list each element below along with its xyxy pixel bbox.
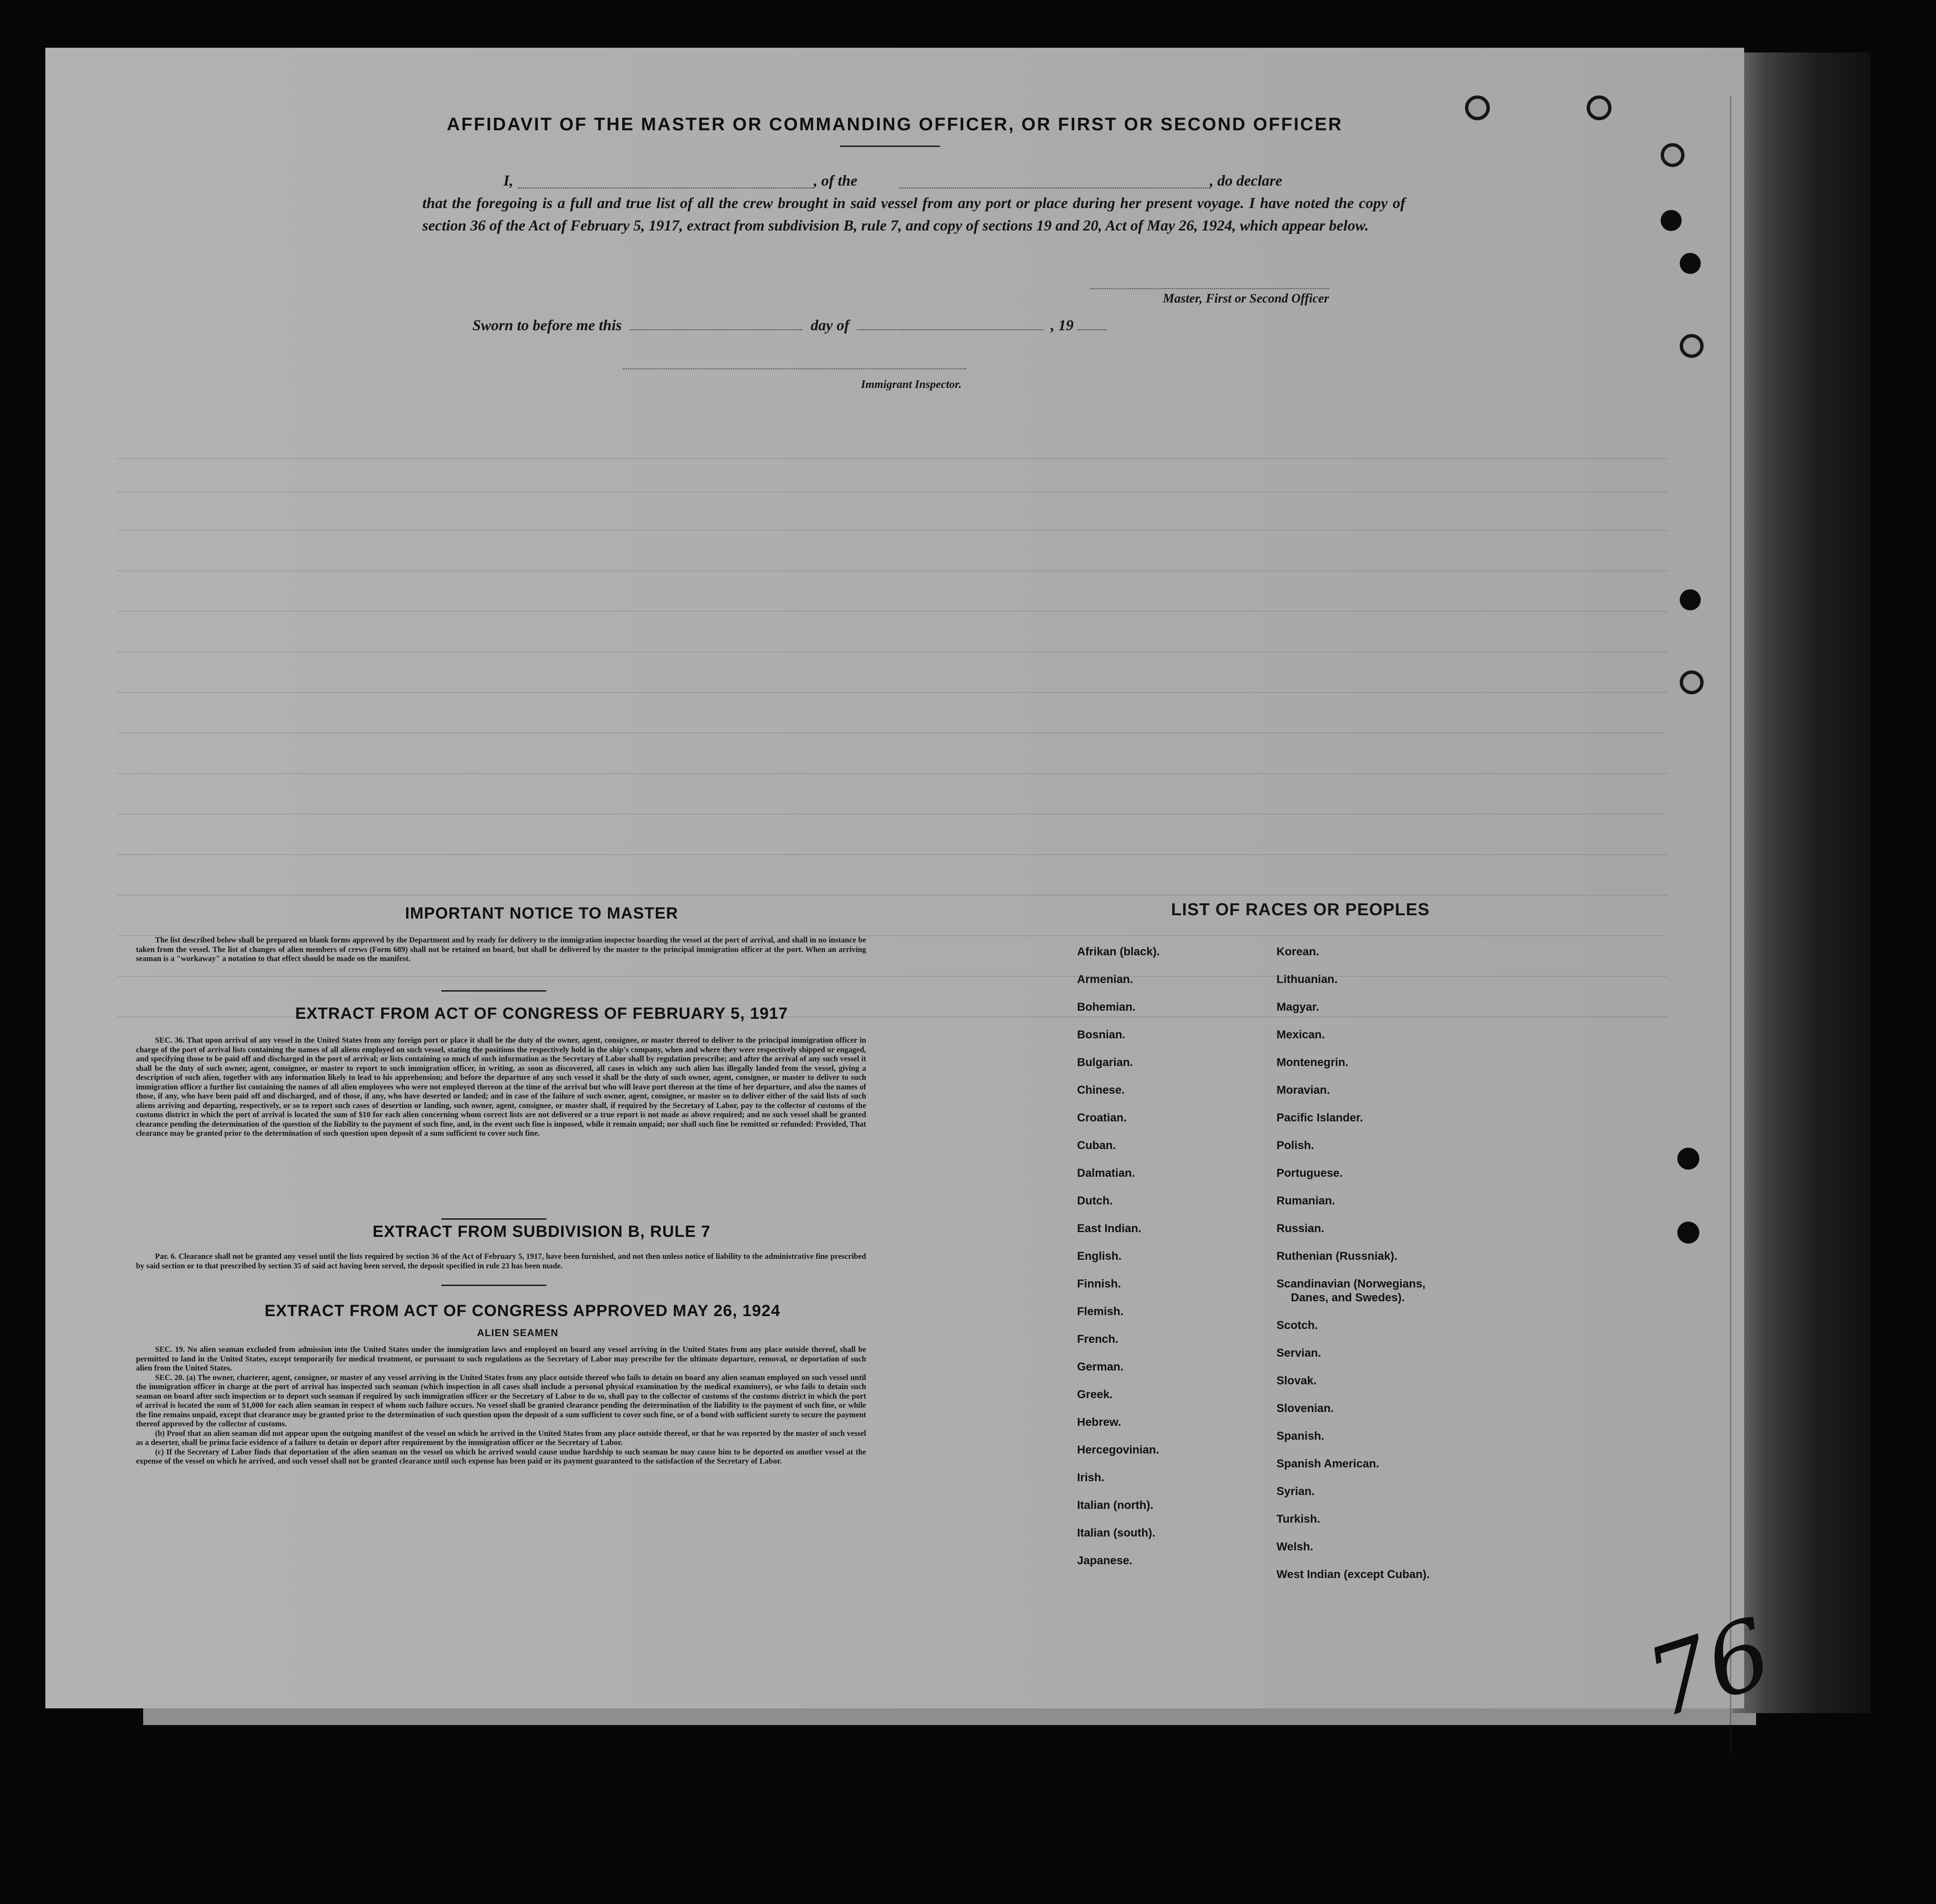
race-item: Hebrew. [1077,1416,1121,1429]
bleed-through-rule [117,895,1668,896]
section-divider [441,1285,546,1286]
sworn-label: Sworn to before me this [472,316,622,334]
par-6-paragraph: Par. 6. Clearance shall not be granted any vessel until the lists required by section 36 of the Act of February 5, 1917, have been furnished, and not then unless notice of liability to the administrative fine prescribed by said section or to that prescribed by section 35 of said act having been served, the deposit specified in rule 23 has been made. [136,1252,866,1270]
race-item: Polish. [1277,1139,1314,1152]
extract-1917-heading: EXTRACT FROM ACT OF CONGRESS OF FEBRUARY 5, 1917 [295,1004,788,1023]
race-item: Pacific Islander. [1277,1111,1363,1124]
race-item: Japanese. [1077,1554,1133,1567]
affidavit-declaration-line [422,169,1405,192]
bleed-through-rule [117,651,1668,652]
sec-19-paragraph: SEC. 19. No alien seaman excluded from admission into the United States under the immigration laws and employed on board any vessel arriving in the United States from any place outside thereof, shall be permitted to land in the United States, except temporarily for medical treatment, or pursuant to such regulations as the Secretary of Labor may prescribe for the ultimate departure, removal, or deportation of such alien from the United States. [136,1345,866,1372]
race-item: Hercegovinian. [1077,1444,1160,1456]
affidavit-of-the: , of the [814,172,858,189]
bleed-through-rule [117,976,1668,977]
binder-hole [1661,210,1682,231]
bleed-through-rule [117,692,1668,693]
race-item: Irish. [1077,1471,1105,1484]
affidavit-paragraph: that the foregoing is a full and true list of all the crew brought in said vessel from any port or place during her present voyage. I have noted the copy of section 36 of the Act of February 5, 1917, extract from subdivision B, rule 7, and copy of sections 19 and 20, Act of May 26, 1924, which appear below. [422,194,1405,234]
bleed-through-rule [117,570,1668,571]
race-item: Ruthenian (Russniak). [1277,1250,1398,1263]
sworn-line [472,315,1236,334]
binder-hole [1677,1222,1699,1244]
sec-20a-paragraph: SEC. 20. (a) The owner, charterer, agent, consignee, or master of any vessel arriving in the United States from any place outside thereof who fails to detain on board any alien seaman employed on such vessel until the immigration officer in charge at the port of arrival has inspected such seaman (which inspection in all cases shall include a personal physical examination by the medical examiners), or who fails to detain such seaman on board after such inspection or to deport such seaman if required by such immigration officer or the Secretary of Labor to do so, shall pay to the collector of customs of the customs district in which the port of arrival is located the sum of $1,000 for each alien seaman in respect of whom such failure occurs. No vessel shall be granted clearance pending the determination of the liability to the payment of such fine, or while the fine remains unpaid, except that clearance may be granted prior to the determination of such question upon the deposit of a sum sufficient to cover such fine, or of a bond with sufficient surety to secure the payment thereof approved by the collector of customs. [136,1372,866,1428]
notice-paragraph: The list described below shall be prepared on blank forms approved by the Department and by ready for delivery to the immigration inspector boarding the vessel at the port of arrival, and shall in no instance be taken from the vessel. The list of changes of alien members of crews (Form 689) shall not be retained on board, but shall be delivered by the master to the principal immigration officer at the port. When an arriving seaman is a "workaway" a notation to that effect should be made on the manifest. [136,935,866,963]
document-page [45,48,1785,1740]
master-signature-line [1090,288,1329,289]
race-item: Chinese. [1077,1084,1125,1097]
race-item-continuation: Danes, and Swedes). [1291,1291,1405,1304]
extract-1917-text [136,1036,866,1138]
races-heading: LIST OF RACES OR PEOPLES [1171,900,1430,919]
inspector-signature-line [623,368,966,369]
race-item: English. [1077,1250,1122,1263]
race-item: West Indian (except Cuban). [1277,1568,1430,1581]
binder-hole [1465,95,1490,120]
year-label: , 19 [1050,316,1074,334]
race-item: Moravian. [1277,1084,1330,1097]
affidavit-do-declare: , do declare [1210,172,1282,189]
vessel-name-blank [900,173,1210,188]
race-item: Syrian. [1277,1485,1315,1498]
race-item: Cuban. [1077,1139,1116,1152]
alien-seamen-subheading: ALIEN SEAMEN [477,1328,559,1339]
affidavit-body [422,169,1405,237]
race-item: Turkish. [1277,1513,1320,1526]
race-item: Korean. [1277,945,1319,958]
bleed-through-rule [117,773,1668,774]
section-divider [441,990,546,992]
binder-hole [1680,334,1704,358]
race-item: Dutch. [1077,1194,1113,1207]
race-item: Lithuanian. [1277,973,1338,986]
race-item: Magyar. [1277,1001,1319,1014]
sec-36-paragraph: SEC. 36. That upon arrival of any vessel in the United States from any foreign port or place it shall be the duty of the owner, agent, consignee, or master thereof to deliver to the principal immigration officer in charge of the port of arrival lists containing the names of all aliens employed on such vessel, stating the positions the respectively hold in the ship's company, when and where they were respectively shipped or engaged, and specifying those to be paid off and discharged in the port of arrival; or lists containing so much of such information as the Secretary of Labor shall by regulation prescribe; and after the arrival of any such vessel it shall be the duty of such owner, agent, consignee, or master to report to such immigration officer, in writing, as soon as discovered, all cases in which any such alien has illegally landed from the vessel, giving a description of such alien, together with any information likely to lead to his apprehension; and before the departure of any such vessel it shall be the duty of such owner, agent, consignee, or master to deliver to such immigration officer a further list containing the names of all alien employees who were not employed thereon at the time of the arrival but who will leave port thereon at the time of her departure, and also the names of those, if any, who have been paid off and discharged, and of those, if any, who have deserted or landed; and in case of the failure of such owner, agent, consignee, or master so to deliver either of the said lists of such aliens arriving and departing, respectively, or so to report such cases of desertion or landing, such owner, agent, consignee, or master shall, if required by the Secretary of Labor, pay to the collector of customs of the customs district in which the port of arrival is located the sum of $10 for each alien concerning whom correct lists are not delivered or a true report is not made as above required; and no such vessel shall be granted clearance pending the determination of the question of the liability to the payment of such fine, and, in the event such fine is imposed, while it remain unpaid; nor shall such fine be remitted or refunded: Provided, That clearance may be granted prior to the determination of such question upon deposit of a sum sufficient to cover such fine. [136,1036,866,1138]
handwritten-page-number: 76 [1634,1597,1785,1740]
race-item: Spanish American. [1277,1457,1380,1470]
subdivision-heading: EXTRACT FROM SUBDIVISION B, RULE 7 [372,1223,711,1241]
race-item: Montenegrin. [1277,1056,1349,1069]
race-item: Slovak. [1277,1374,1317,1387]
race-item: Afrikan (black). [1077,945,1160,958]
race-item: German. [1077,1360,1124,1373]
race-item: Russian. [1277,1222,1325,1235]
binder-hole [1661,143,1685,167]
notice-text [136,935,866,963]
race-item: Mexican. [1277,1028,1325,1041]
race-item: Rumanian. [1277,1194,1335,1207]
sworn-day-blank [630,315,802,330]
master-officer-label: Master, First or Second Officer [1162,291,1329,305]
affidavit-i: I, [503,172,513,189]
section-divider [441,1218,546,1220]
bleed-through-rule [117,854,1668,855]
race-item: Welsh. [1277,1540,1313,1553]
title-underline [840,146,940,147]
race-item: Croatian. [1077,1111,1127,1124]
race-item: Armenian. [1077,973,1133,986]
race-item: Bosnian. [1077,1028,1126,1041]
bleed-through-rule [117,611,1668,612]
sworn-year-blank [1078,315,1106,330]
race-item: Scotch. [1277,1319,1318,1332]
race-item: French. [1077,1333,1119,1346]
immigrant-inspector-label: Immigrant Inspector. [861,378,962,391]
race-item: Greek. [1077,1388,1113,1401]
race-item: Servian. [1277,1347,1321,1360]
race-item: Portuguese. [1277,1167,1343,1180]
subdivision-text [136,1252,866,1270]
race-item: Finnish. [1077,1277,1121,1290]
race-item: Italian (south). [1077,1527,1155,1539]
race-item: Bulgarian. [1077,1056,1133,1069]
binder-hole [1680,670,1704,694]
race-item: Scandinavian (Norwegians, [1277,1277,1426,1290]
sec-20c-paragraph: (c) If the Secretary of Labor finds that deportation of the alien seaman on the vessel on which he arrived would cause undue hardship to such seaman he may cause him to be deported on another vessel at the expense of the vessel on which he arrived, and such vessel shall not be granted clearance until such expense has been paid or its payment guaranteed to the satisfaction of the Secretary of Labor. [136,1447,866,1465]
day-of-label: day of [810,316,849,334]
binder-hole [1587,95,1612,120]
margin-rule [1730,95,1731,1756]
sworn-month-blank [857,315,1043,330]
binder-hole [1680,589,1701,610]
page-edge-shadow [1732,52,1871,1713]
bleed-through-rule [117,732,1668,733]
sec-20b-paragraph: (b) Proof that an alien seaman did not appear upon the outgoing manifest of the vessel on which he arrived in the United States from any place outside thereof, or that he was reported by the master of such vessel as a deserter, shall be prima facie evidence of a failure to detain or deport after requirement by the immigration officer or the Secretary of Labor. [136,1428,866,1447]
bleed-through-rule [117,458,1668,459]
master-name-blank [518,173,814,188]
binder-hole [1677,1148,1699,1170]
extract-1924-text [136,1345,866,1466]
binder-hole [1680,253,1701,274]
extract-1924-heading: EXTRACT FROM ACT OF CONGRESS APPROVED MAY 26, 1924 [264,1302,781,1320]
race-item: Bohemian. [1077,1001,1136,1014]
race-item: Flemish. [1077,1305,1124,1318]
notice-heading: IMPORTANT NOTICE TO MASTER [405,904,679,922]
affidavit-title: AFFIDAVIT OF THE MASTER OR COMMANDING OFFICER, OR FIRST OR SECOND OFFICER [447,115,1343,135]
race-item: Italian (north). [1077,1499,1153,1512]
bleed-through-rule [117,530,1668,531]
bleed-through-rule [117,814,1668,815]
race-item: East Indian. [1077,1222,1141,1235]
race-item: Slovenian. [1277,1402,1334,1415]
race-item: Dalmatian. [1077,1167,1135,1180]
race-item: Spanish. [1277,1430,1325,1443]
